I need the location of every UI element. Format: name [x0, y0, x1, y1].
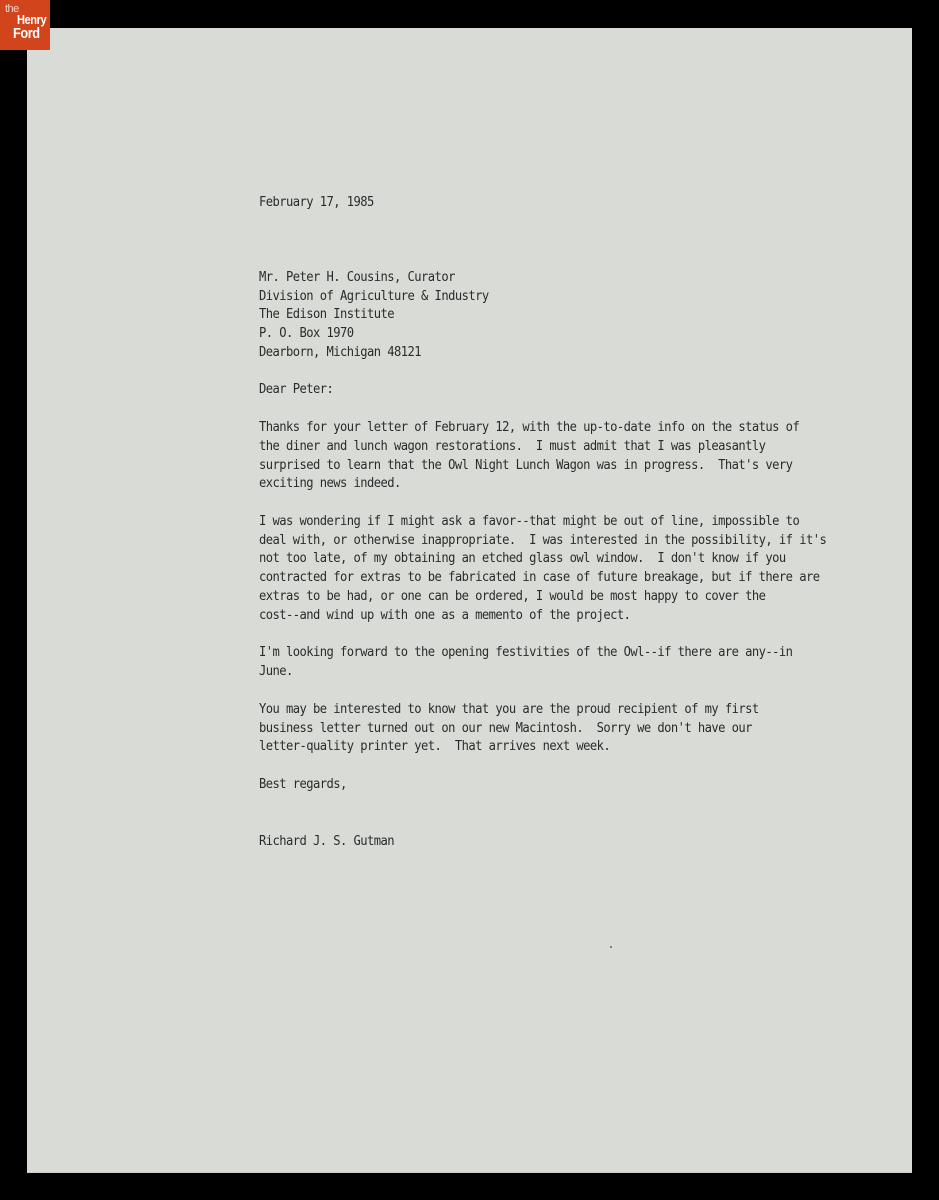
- paragraph-line: contracted for extras to be fabricated in case of future breakage, but if there are: [259, 570, 820, 585]
- paper-speck: [610, 946, 612, 948]
- paragraph-line: business letter turned out on our new Macintosh. Sorry we don't have our: [259, 721, 752, 736]
- paragraph-line: I was wondering if I might ask a favor--that might be out of line, impossible to: [259, 514, 800, 529]
- logo-henry: Henry: [17, 12, 47, 27]
- paragraph-line: surprised to learn that the Owl Night Lunch Wagon was in progress. That's very: [259, 458, 793, 473]
- salutation: Dear Peter:: [259, 382, 334, 397]
- letter-date: February 17, 1985: [259, 195, 374, 210]
- logo-ford: Ford: [13, 25, 40, 42]
- address-line: Division of Agriculture & Industry: [259, 289, 489, 304]
- signature: Richard J. S. Gutman: [259, 834, 395, 849]
- paragraph-line: letter-quality printer yet. That arrives next week.: [259, 739, 611, 754]
- paragraph-line: exciting news indeed.: [259, 476, 401, 491]
- paragraph-line: the diner and lunch wagon restorations. I must admit that I was pleasantly: [259, 439, 766, 454]
- paragraph-line: You may be interested to know that you are the proud recipient of my first: [259, 702, 759, 717]
- paragraph-line: extras to be had, or one can be ordered, I would be most happy to cover the: [259, 589, 766, 604]
- paragraph-line: cost--and wind up with one as a memento of the project.: [259, 608, 631, 623]
- closing: Best regards,: [259, 777, 347, 792]
- paragraph-line: not too late, of my obtaining an etched glass owl window. I don't know if you: [259, 551, 786, 566]
- address-line: P. O. Box 1970: [259, 326, 354, 341]
- address-line: Mr. Peter H. Cousins, Curator: [259, 270, 455, 285]
- address-line: Dearborn, Michigan 48121: [259, 345, 422, 360]
- henry-ford-logo: [0, 0, 50, 50]
- logo-the: the: [5, 3, 19, 15]
- paragraph-line: Thanks for your letter of February 12, with the up-to-date info on the status of: [259, 420, 800, 435]
- address-line: The Edison Institute: [259, 307, 395, 322]
- paragraph-line: I'm looking forward to the opening festivities of the Owl--if there are any--in: [259, 645, 793, 660]
- paragraph-line: June.: [259, 664, 293, 679]
- paragraph-line: deal with, or otherwise inappropriate. I was interested in the possibility, if it's: [259, 533, 827, 548]
